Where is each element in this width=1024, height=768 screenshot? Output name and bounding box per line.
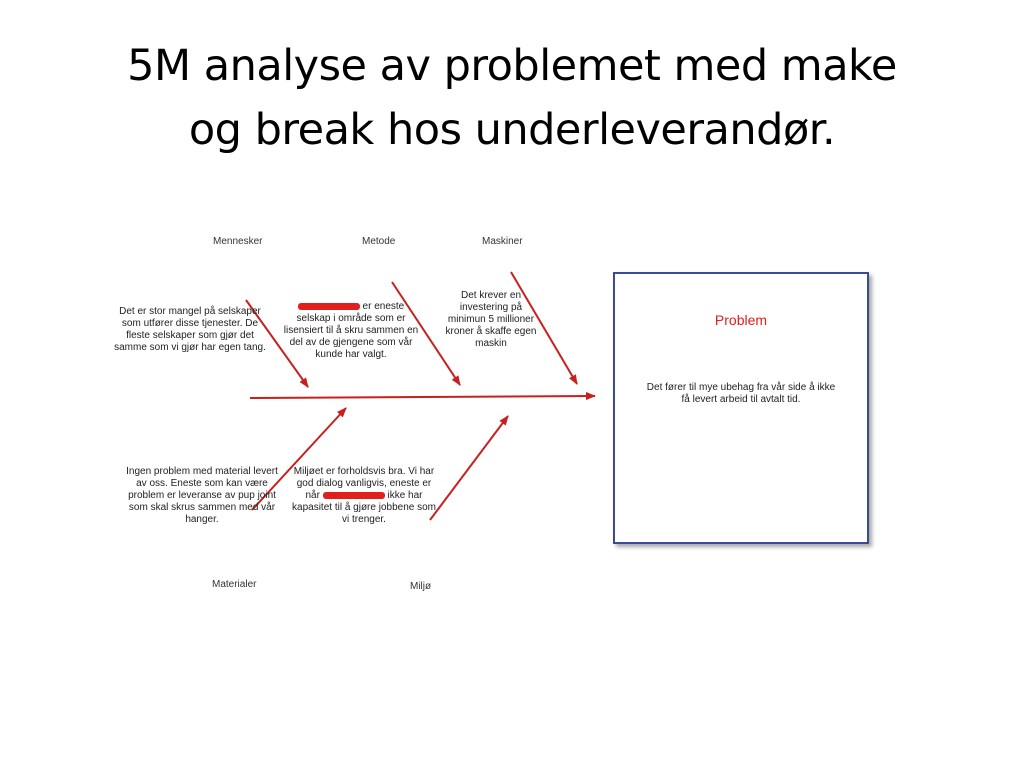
cause-mennesker: Det er stor mangel på selskaper som utfører disse tjenester. De fleste selskaper som gjør det samme som vi gjør har egen tang. xyxy=(114,306,266,353)
cause-metode-start: er eneste xyxy=(362,301,405,312)
category-mennesker: Mennesker xyxy=(213,236,263,247)
problem-title: Problem xyxy=(714,312,768,328)
bone-miljo-arrow xyxy=(430,416,508,520)
category-miljo: Miljø xyxy=(410,581,432,592)
cause-materialer: Ingen problem med material levert av oss. Eneste som kan være problem er leveranse av pup joint som skal skrus sammen med vår hanger. xyxy=(126,466,278,525)
problem-description: Det fører til mye ubehag fra vår side å ikke få levert arbeid til avtalt tid. xyxy=(646,382,836,405)
cause-miljo-part2: ikke har kapasitet til å gjøre jobbene som vi trenger. xyxy=(292,490,436,525)
title-line-2: og break hos underleverandør. xyxy=(188,105,836,155)
category-metode: Metode xyxy=(362,236,396,247)
title-line-1: 5M analyse av problemet med make xyxy=(127,41,897,91)
category-maskiner: Maskiner xyxy=(482,236,523,247)
redaction-mark xyxy=(323,492,385,499)
cause-metode xyxy=(280,301,422,361)
cause-metode-rest: selskap i område som er lisensiert til å skru sammen en del av de gjengene som vår kunde har valgt. xyxy=(283,313,419,360)
category-materialer: Materialer xyxy=(212,579,257,590)
redaction-mark xyxy=(298,303,360,310)
problem-box xyxy=(613,272,869,544)
cause-miljo xyxy=(290,466,438,526)
spine-arrow xyxy=(250,396,595,398)
cause-maskiner: Det krever en investering på minimun 5 millioner kroner å skaffe egen maskin xyxy=(445,290,537,349)
cause-miljo-part1: Miljøet er forholdsvis bra. Vi har god dialog vanligvis, eneste er når xyxy=(293,466,435,501)
